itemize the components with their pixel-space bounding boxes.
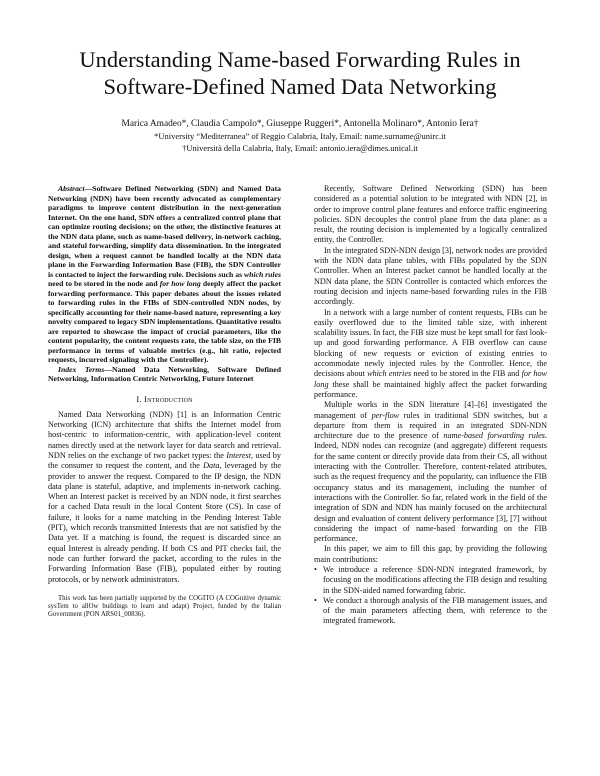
abstract-dash: —	[84, 184, 93, 193]
r-p3-emphasis-1: which entries	[367, 369, 412, 379]
title-line-2: Software-Defined Named Data Networking	[103, 74, 497, 99]
r-p4-text-a: Multiple works in the SDN literature [4]–[6] investigated the management of	[314, 400, 547, 420]
list-item	[314, 565, 547, 596]
intro-paragraph-related-work	[314, 400, 547, 544]
abstract-emphasis-1: which rules	[244, 269, 281, 279]
bullet-icon: •	[314, 595, 317, 605]
intro-paragraph-integrated: In the integrated SDN-NDN design [3], network nodes are provided with the NDN data plane tables, with FIBs populated by the SDN Controller. When an Interest packet cannot be handled locally at the NDN data plane, the SDN Controller is contacted which enforces the routing decision and injects name-based forwarding rules in the FIB accordingly.	[314, 245, 547, 307]
paper-title	[40, 46, 560, 100]
left-column	[48, 184, 281, 620]
list-item	[314, 596, 547, 627]
index-terms-text: Named Data Networking, Software Defined Networking, Information Centric Networking, Future Internet	[48, 364, 281, 383]
title-line-1: Understanding Name-based Forwarding Rules in	[79, 47, 521, 72]
right-column	[314, 184, 547, 627]
intro-p1-interest: Interest	[226, 450, 251, 460]
intro-p1-text-a: Named Data Networking (NDN) [1] is an Information Centric Networking (ICN) architecture that shifts the Internet model from host-centric to information-centric, with application-level content names directly used at the network layer for data search and retrieval. NDN relies on the exchange of two packet types: the	[48, 409, 281, 460]
abstract-text-2: need to be stored in the node and	[48, 279, 160, 288]
contribution-2: We conduct a thorough analysis of the FIB management issues, and of the main parameters affecting them, with reference to the integrated framework.	[323, 595, 547, 626]
abstract-text-3: deeply affect the packet forwarding performance. This paper debates about the issues related to forwarding rules in the FIBs of SDN-controlled NDN nodes, by specifically accounting for their name-based nature, representing a key novelty compared to legacy SDN implementations. Quantitative results are reported to showcase the impact of crucial parameters, like the content popularity, the content requests rate, the table size, on the FIB performance in terms of valuable metrics (e.g., hit ratio, rejected requests, incurred signaling with the Controller).	[48, 279, 282, 364]
r-p4-text-b: rules in traditional SDN switches, but a departure from them is required in an integrated SDN-NDN architecture due to the presence of	[314, 410, 547, 441]
affiliation-2: †Università della Calabria, Italy, Email: antonio.iera@dimes.unical.it	[182, 142, 418, 153]
intro-p1-data: Data	[203, 461, 220, 471]
intro-p1-text-c: , leveraged by the provider to answer the request. Compared to the IP design, the NDN data plane is stateful, adaptive, and implements in-network caching. When an Interest packet is received by an NDN node, it first searches for a cached Data result in the local Content Store (CS). In case of failure, it looks for a name matching in the Pending Interest Table (PIT), which records transmitted Interests that are not satisfied by the Data yet. If a matching is found, the request is discarded since an equal Interest is already pending. If both CS and PIT checks fail, the node can further forward the packet, according to the rules in the Forwarding Information Base (FIB), populated either by routing protocols, or by network administrators.	[48, 461, 281, 584]
index-terms	[48, 365, 281, 384]
affiliation-1: *University “Mediterranea” of Reggio Calabria, Italy, Email: name.surname@unirc.it	[154, 131, 446, 141]
intro-paragraph-1	[48, 410, 281, 585]
r-p4-text-c: . Indeed, NDN nodes can recognize (and aggregate) different requests for the same content or directly provide data from their CS, all without interacting with the Controller. Therefore, content-related attributes, such as the request frequency and the popularity, can influence the FIB occupancy status and its management, including the number of interactions with the Controller. So far, related work in the field of the integration of SDN and NDN has mainly focused on the architectural design and evaluation of content delivery performance [3], [7] without considering the impact of name-based forwarding on the FIB performance.	[314, 431, 547, 544]
r-p4-emphasis-2: name-based forwarding rules	[443, 431, 545, 441]
intro-paragraph-fib-overflow	[314, 308, 547, 401]
intro-p1-text-b: , used by the consumer to request the content, and the	[48, 450, 281, 471]
r-p3-emphasis-2: for how long	[314, 369, 547, 389]
abstract-emphasis-2: for how long	[159, 279, 201, 288]
intro-paragraph-sdn: Recently, Software Defined Networking (SDN) has been considered as a potential solution to be integrated with NDN [2], in order to improve control plane features and enforce traffic engineering policies. SDN decouples the control plane from the data plane: as a result, the routing decision is implemented by a logically centralized entity, the Controller.	[314, 184, 547, 245]
footnote: This work has been partially supported by the COGITO (A COGnitive dynamic sysTem to allOw buildings to learn and adapt) Project, funded by the Italian Government (PON ARS01_00836).	[48, 594, 281, 619]
author-list: Marica Amadeo*, Claudia Campolo*, Giuseppe Ruggeri*, Antonella Molinaro*, Antonio Iera†	[121, 119, 479, 129]
abstract-text-1: Software Defined Networking (SDN) and Named Data Networking (NDN) have been recently advocated as complementary paradigms to improve content distribution in the next-generation Internet. On the one hand, SDN offers a centralized control plane that can optimize routing decisions; on the other, the distinctive features at the NDN data plane, such as name-based delivery, in-network caching, and stateful forwarding, simplify data dissemination. In the integrated design, when a request cannot be handled locally at the NDN data plane in the Forwarding Information Base (FIB), the SDN Controller is contacted to inject the forwarding rule. Decisions such as	[48, 184, 281, 279]
section-heading-introduction: I. Introduction	[136, 393, 193, 404]
intro-paragraph-contributions: In this paper, we aim to fill this gap, by providing the following main contributions:	[314, 544, 547, 564]
abstract-label: Abstract	[58, 184, 85, 193]
r-p3-text-a: In a network with a large number of content requests, FIBs can be easily overflowed due to the limited table size, with inherent scalability issues. In fact, the FIB size must be kept small for fast look-up and good forwarding performance. A FIB overflow can cause blocking of new requests or eviction of existing entries to accommodate newly injected rules by the Controller. Hence, the decisions about	[314, 307, 547, 379]
abstract	[48, 184, 281, 365]
r-p4-emphasis-1: per-flow	[371, 410, 400, 420]
index-terms-dash: —	[104, 364, 112, 374]
r-p3-text-b: need to be stored in the FIB and	[411, 369, 522, 379]
r-p3-text-c: these shall be maintained highly affect the packet forwarding performance.	[314, 379, 547, 399]
contribution-list	[314, 565, 547, 627]
bullet-icon: •	[314, 564, 317, 574]
affiliations	[40, 131, 560, 154]
index-terms-label: Index Terms	[58, 364, 105, 374]
contribution-1: We introduce a reference SDN-NDN integrated framework, by focusing on the modifications affecting the FIB design and resulting in the SDN-aided named forwarding fabric.	[323, 564, 547, 595]
